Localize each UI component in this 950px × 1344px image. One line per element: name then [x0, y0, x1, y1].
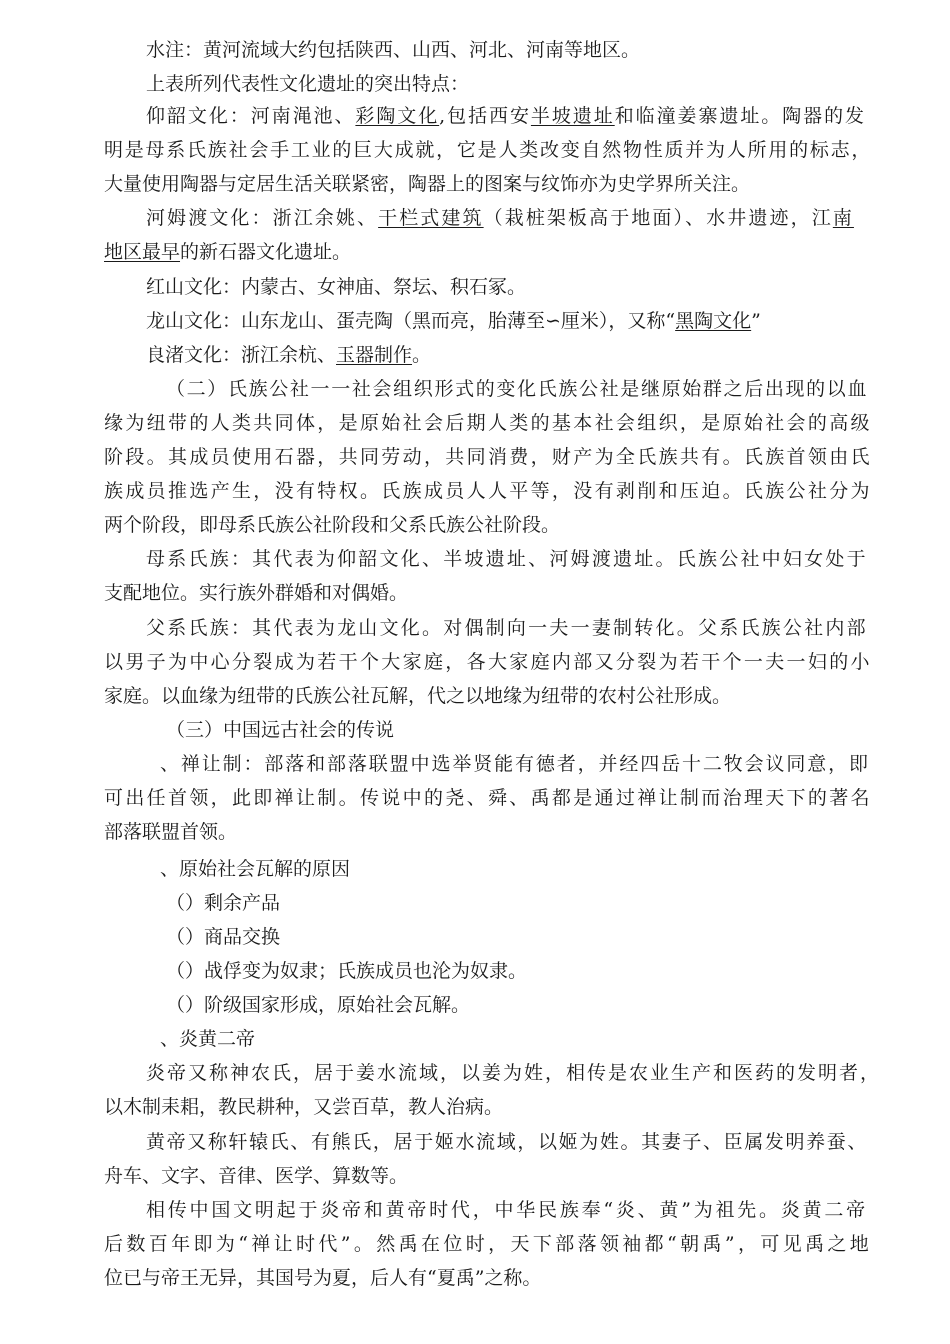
- text-line: [166, 377, 868, 401]
- text-segment: 上表所列代表性文化遗址的突出特点：: [146, 73, 470, 95]
- text-segment: 母系氏族：其代表为仰韶文化、半坡遗址、河姆渡遗址。氏族公社中妇女处于: [146, 548, 868, 570]
- text-line: [160, 752, 870, 776]
- text-line: [104, 581, 408, 605]
- text-line: [146, 1130, 868, 1154]
- text-segment: ,包括西安: [439, 105, 531, 127]
- text-segment: 和临潼姜寨遗址。陶器的发: [614, 105, 866, 127]
- underlined-term: 干栏式建筑: [378, 207, 484, 229]
- text-segment: 缘为纽带的人类共同体，是原始社会后期人类的基本社会组织，是原始社会的高级: [104, 412, 872, 434]
- text-segment: 的新石器文化遗址。: [180, 241, 352, 263]
- text-segment: （）商品交换: [166, 926, 281, 948]
- text-line: [146, 275, 526, 299]
- text-line: [104, 1095, 503, 1119]
- text-line: [104, 172, 750, 196]
- text-segment: 。: [412, 344, 432, 366]
- text-segment: （）阶级国家形成，原始社会瓦解。: [166, 994, 471, 1016]
- text-segment: 父系氏族：其代表为龙山文化。对偶制向一夫一妻制转化。父系氏族公社内部: [146, 617, 868, 639]
- text-line: [146, 1061, 881, 1085]
- text-line: [146, 38, 640, 62]
- text-line: [166, 993, 470, 1017]
- text-segment: 家庭。以血缘为纽带的氏族公社瓦解，代之以地缘为纽带的农村公社形成。: [104, 685, 732, 707]
- text-segment: 以男子为中心分裂成为若干个大家庭，各大家庭内部又分裂为若干个一夫一妇的小: [104, 651, 872, 673]
- text-segment: （）战俘变为奴隶；氏族成员也沦为奴隶。: [166, 960, 528, 982]
- text-segment: 两个阶段，即母系氏族公社阶段和父系氏族公社阶段。: [104, 514, 561, 536]
- text-line: [104, 786, 872, 810]
- text-line: [146, 1198, 868, 1222]
- underlined-term: 黑陶文化: [675, 310, 752, 332]
- text-line: [104, 411, 872, 435]
- text-segment: 、原始社会瓦解的原因: [160, 858, 351, 880]
- text-line: [104, 650, 872, 674]
- text-line: [166, 718, 394, 742]
- text-line: [146, 547, 868, 571]
- text-segment: 炎帝又称神农氏，居于姜水流域，以姜为姓，相传是农业生产和医药的发明者，: [146, 1062, 882, 1084]
- text-segment: 水注：黄河流域大约包括陕西、山西、河北、河南等地区。: [146, 39, 641, 61]
- text-segment: 良渚文化：浙江余杭、: [146, 344, 337, 366]
- text-line: [146, 104, 866, 128]
- text-segment: 仰韶文化：河南渑池、: [146, 105, 356, 127]
- text-line: [146, 616, 868, 640]
- text-segment: （）剩余产品: [166, 892, 281, 914]
- text-segment: 黄帝又称轩辕氏、有熊氏，居于姬水流域，以姬为姓。其妻子、臣属发明养蚕、: [146, 1131, 869, 1153]
- text-line: [104, 1164, 408, 1188]
- text-segment: 河姆渡文化：浙江余姚、: [146, 207, 379, 229]
- underlined-term: 半坡遗址: [530, 105, 615, 127]
- text-segment: 后数百年即为“禅让时代”。然禹在位时，天下部落领袖都“朝禹”，可见禹之地: [104, 1233, 873, 1255]
- text-segment: 可出任首领，此即禅让制。传说中的尧、舜、禹都是通过禅让制而治理天下的著名: [104, 787, 872, 809]
- text-line: [166, 959, 527, 983]
- text-segment: （三）中国远古社会的传说: [166, 719, 395, 741]
- text-line: [104, 138, 872, 162]
- text-segment: （二）氏族公社一一社会组织形式的变化氏族公社是继原始群之后出现的以血: [166, 378, 869, 400]
- text-line: [146, 206, 854, 230]
- text-segment: 、炎黄二帝: [160, 1028, 256, 1050]
- text-line: [146, 309, 761, 333]
- text-segment: （栽桩架板高于地面）、水井遗迹，江: [483, 207, 833, 229]
- text-segment: ”: [751, 310, 761, 332]
- underlined-term: 玉器制作: [336, 344, 413, 366]
- text-segment: 大量使用陶器与定居生活关联紧密，陶器上的图案与纹饰亦为史学界所关注。: [104, 173, 751, 195]
- text-line: [166, 925, 280, 949]
- text-segment: 相传中国文明起于炎帝和黄帝时代，中华民族奉“炎、黄”为祖先。炎黄二帝: [146, 1199, 868, 1221]
- text-segment: 舟车、文字、音律、医学、算数等。: [104, 1165, 409, 1187]
- text-line: [104, 684, 731, 708]
- text-segment: 族成员推选产生，没有特权。氏族成员人人平等，没有剥削和压迫。氏族公社分为: [104, 480, 872, 502]
- text-line: [104, 240, 351, 264]
- text-line: [104, 513, 560, 537]
- text-segment: 部落联盟首领。: [104, 821, 238, 843]
- text-segment: 明是母系氏族社会手工业的巨大成就，它是人类改变自然物性质并为人所用的标志，: [104, 139, 873, 161]
- text-segment: 、禅让制：部落和部落联盟中选举贤能有德者，并经四岳十二牧会议同意，即: [160, 753, 870, 775]
- text-line: [104, 1232, 872, 1256]
- text-line: [104, 820, 237, 844]
- text-segment: 红山文化：内蒙古、女神庙、祭坛、积石冢。: [146, 276, 527, 298]
- text-segment: 龙山文化：山东龙山、蛋壳陶（黑而亮，胎薄至∽厘米），又称“: [146, 310, 676, 332]
- text-line: [166, 891, 280, 915]
- underlined-term: 彩陶文化: [355, 105, 440, 127]
- underlined-term: 地区最早: [104, 241, 181, 263]
- text-line: [146, 343, 431, 367]
- text-line: [160, 1027, 255, 1051]
- underlined-term: 南: [832, 207, 854, 229]
- text-segment: 阶段。其成员使用石器，共同劳动，共同消费，财产为全氏族共有。氏族首领由氏: [104, 446, 872, 468]
- text-segment: 以木制耒耜，教民耕种，又尝百草，教人治病。: [104, 1096, 504, 1118]
- text-line: [104, 479, 872, 503]
- text-line: [104, 1266, 541, 1290]
- text-segment: 位已与帝王无异，其国号为夏，后人有“夏禹”之称。: [104, 1267, 542, 1289]
- text-line: [160, 857, 350, 881]
- text-segment: 支配地位。实行族外群婚和对偶婚。: [104, 582, 409, 604]
- text-line: [146, 72, 469, 96]
- text-line: [104, 445, 872, 469]
